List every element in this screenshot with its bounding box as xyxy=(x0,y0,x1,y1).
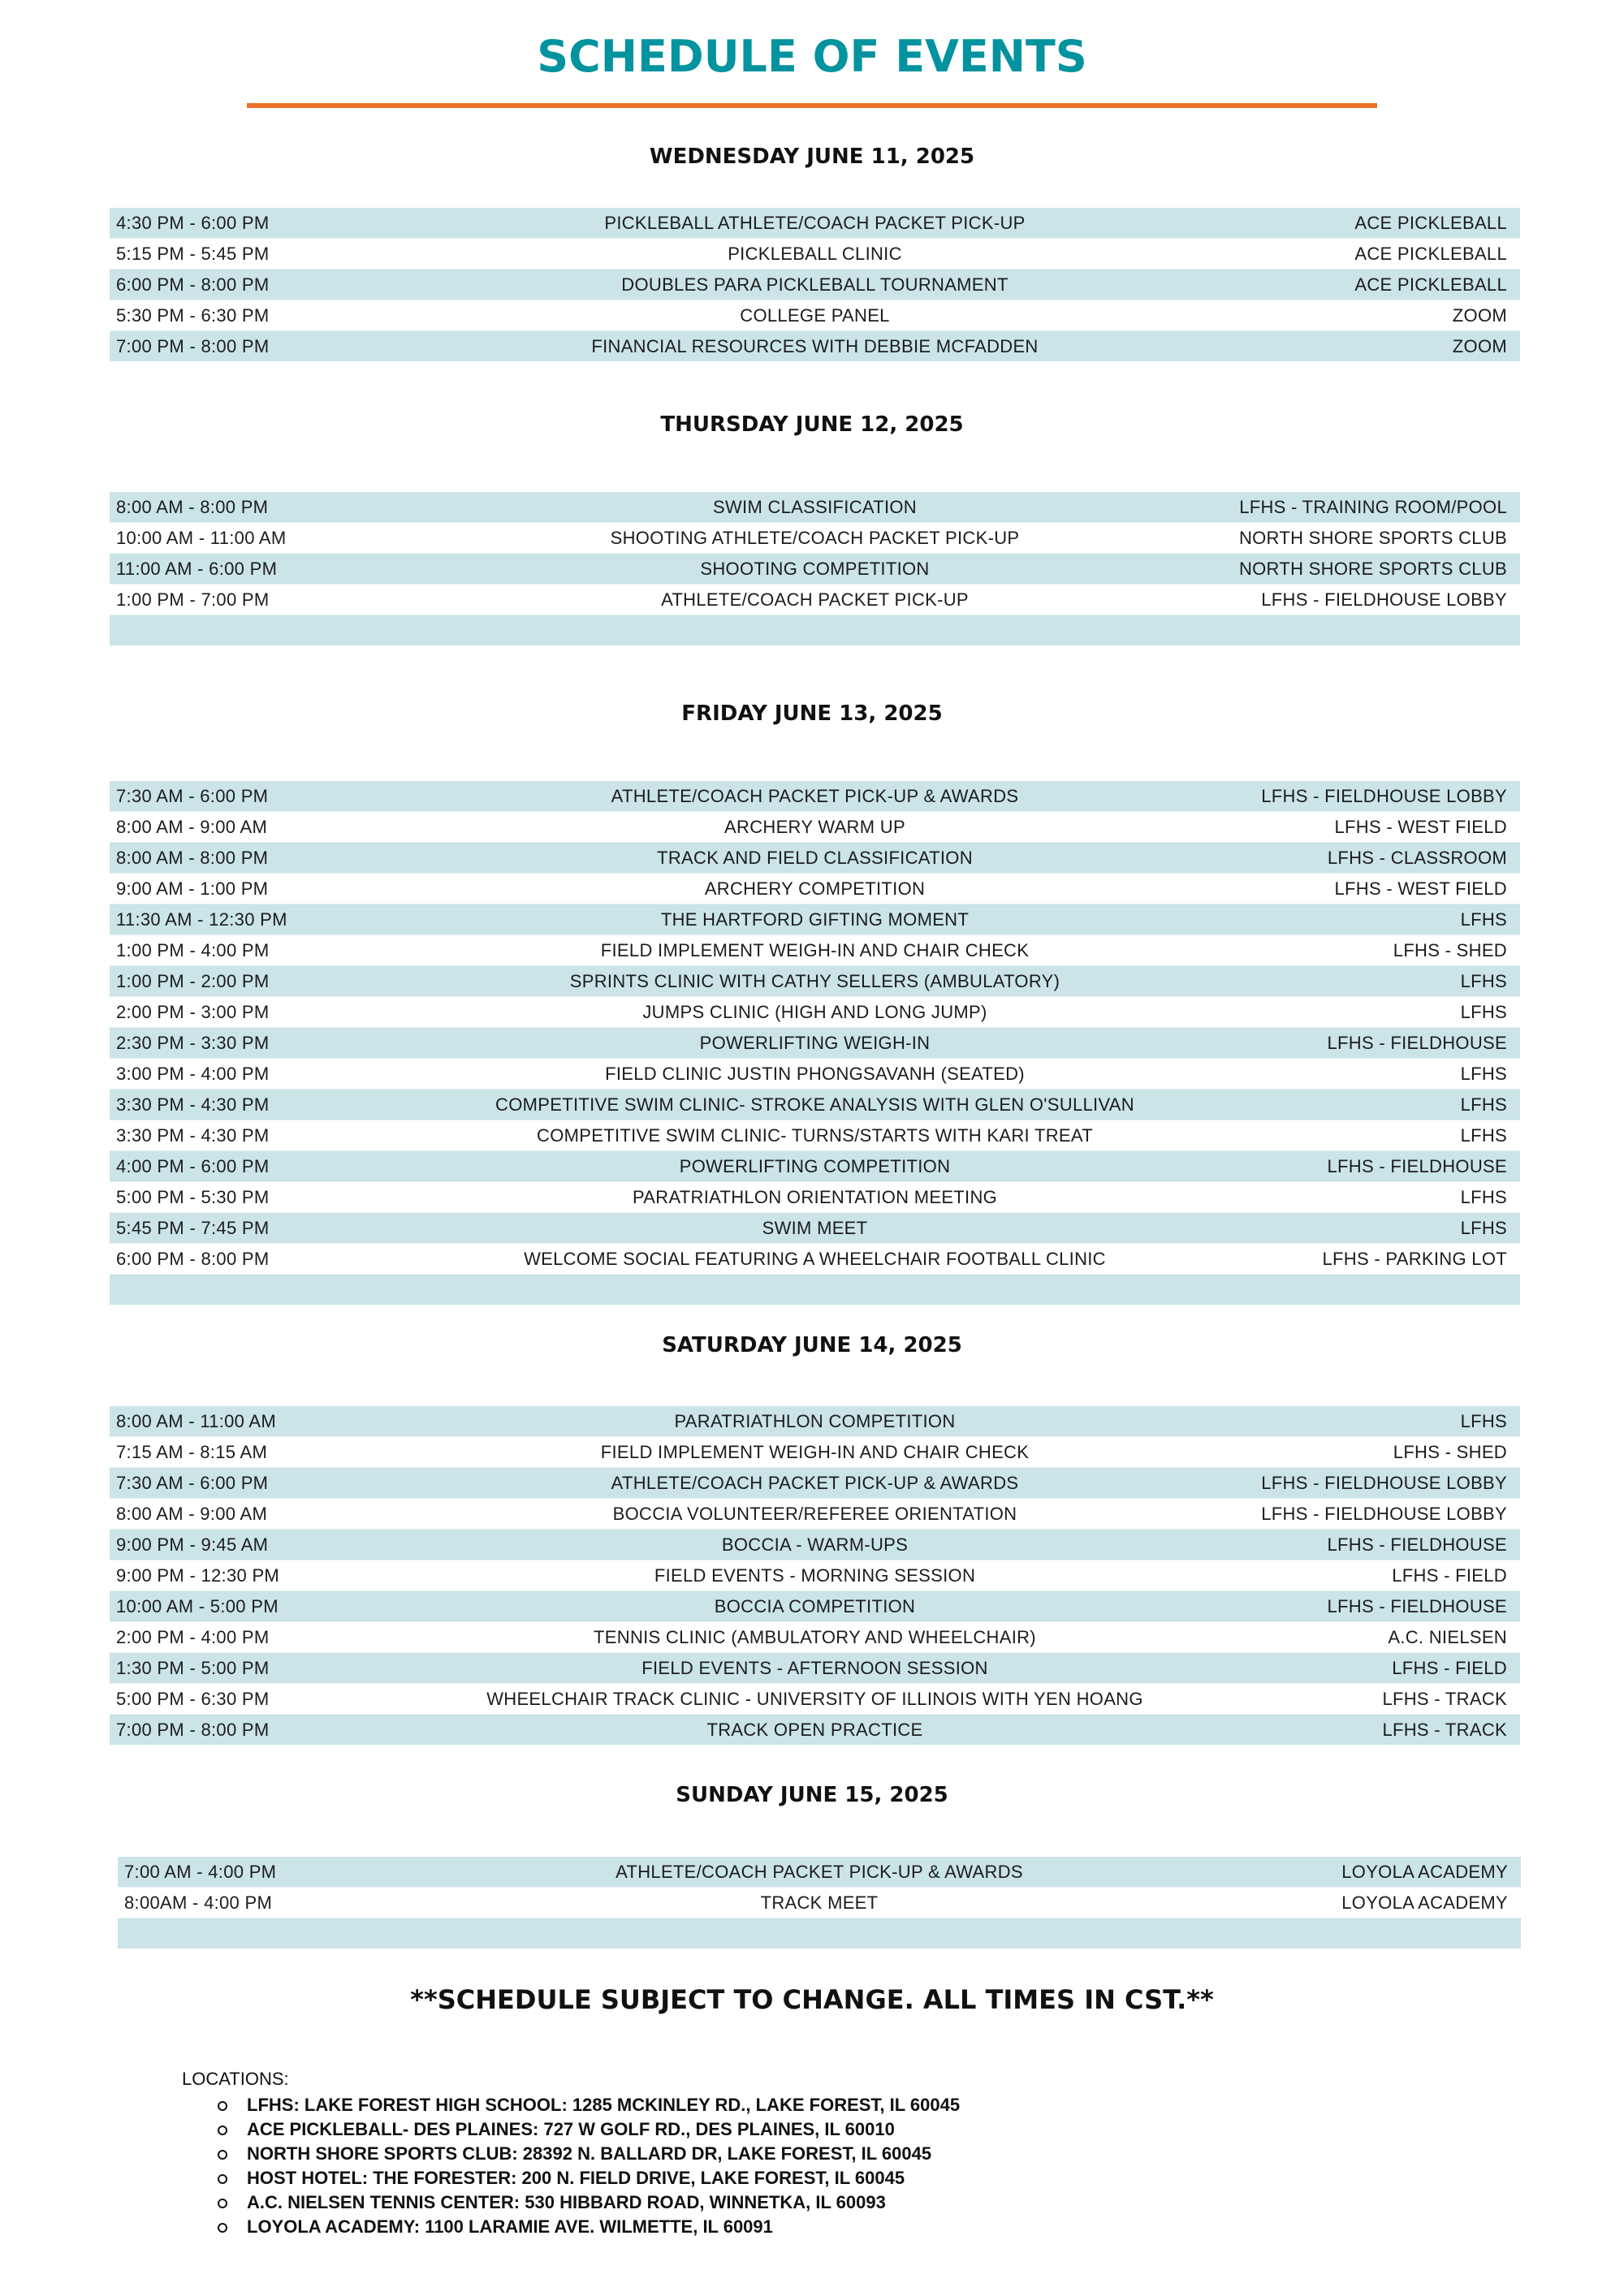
schedule-row xyxy=(110,1652,1520,1683)
event-name: WELCOME SOCIAL FEATURING A WHEELCHAIR FOOTBALL CLINIC xyxy=(524,1249,1106,1269)
schedule-row xyxy=(110,904,1520,934)
event-location: LFHS - CLASSROOM xyxy=(1327,848,1507,868)
event-name: FIELD IMPLEMENT WEIGH-IN AND CHAIR CHECK xyxy=(600,940,1030,960)
event-time: 4:30 PM - 6:00 PM xyxy=(116,213,270,233)
event-location: LFHS - PARKING LOT xyxy=(1322,1249,1507,1269)
locations-heading: LOCATIONS: xyxy=(182,2069,289,2089)
schedule-row xyxy=(110,1181,1520,1212)
schedule-row xyxy=(110,1120,1520,1150)
schedule-row xyxy=(110,842,1520,873)
schedule-row xyxy=(110,1529,1520,1560)
event-location: LFHS - FIELDHOUSE LOBBY xyxy=(1261,786,1507,806)
schedule-row xyxy=(110,1436,1520,1467)
event-time: 8:00 AM - 8:00 PM xyxy=(116,497,269,517)
event-time: 3:30 PM - 4:30 PM xyxy=(116,1125,270,1146)
schedule-row xyxy=(110,811,1520,842)
schedule-row xyxy=(110,996,1520,1027)
schedule-row xyxy=(110,1683,1520,1714)
schedule-row xyxy=(110,1467,1520,1498)
location-item xyxy=(182,2142,960,2166)
day-heading-friday: FRIDAY JUNE 13, 2025 xyxy=(681,701,943,726)
event-location: ZOOM xyxy=(1452,336,1507,356)
event-location: LFHS - FIELDHOUSE xyxy=(1327,1596,1507,1616)
event-time: 6:00 PM - 8:00 PM xyxy=(116,274,270,295)
schedule-row xyxy=(110,492,1520,522)
event-location: LFHS - TRACK xyxy=(1382,1689,1507,1709)
schedule-row xyxy=(110,1590,1520,1621)
event-time: 7:15 AM - 8:15 AM xyxy=(116,1442,268,1462)
event-time: 11:30 AM - 12:30 PM xyxy=(116,909,287,930)
event-name: COMPETITIVE SWIM CLINIC- TURNS/STARTS WITH KARI TREAT xyxy=(537,1125,1093,1146)
event-location: LOYOLA ACADEMY xyxy=(1341,1862,1508,1882)
schedule-row-empty xyxy=(110,1274,1520,1305)
event-time: 8:00 AM - 11:00 AM xyxy=(116,1411,276,1431)
event-time: 7:00 PM - 8:00 PM xyxy=(116,1720,270,1740)
schedule-row xyxy=(110,873,1520,904)
schedule-row xyxy=(110,1243,1520,1274)
circle-bullet-icon xyxy=(218,2101,227,2111)
event-location: ACE PICKLEBALL xyxy=(1354,244,1507,264)
event-name: THE HARTFORD GIFTING MOMENT xyxy=(660,909,970,930)
schedule-row xyxy=(110,1212,1520,1243)
event-time: 9:00 PM - 12:30 PM xyxy=(116,1565,280,1586)
event-location: LFHS - SHED xyxy=(1393,1442,1507,1462)
event-name: TRACK MEET xyxy=(760,1892,879,1913)
event-location: LFHS - FIELDHOUSE xyxy=(1327,1033,1507,1053)
day-heading-saturday: SATURDAY JUNE 14, 2025 xyxy=(662,1333,962,1357)
event-time: 5:15 PM - 5:45 PM xyxy=(116,244,270,264)
schedule-row xyxy=(118,1857,1521,1887)
event-location: LFHS xyxy=(1460,1125,1507,1146)
event-time: 1:00 PM - 2:00 PM xyxy=(116,971,270,991)
schedule-row xyxy=(110,1027,1520,1058)
locations-list xyxy=(182,2093,960,2239)
event-time: 5:00 PM - 6:30 PM xyxy=(116,1689,270,1709)
event-name: PICKLEBALL ATHLETE/COACH PACKET PICK-UP xyxy=(604,213,1026,233)
event-location: LFHS - FIELD xyxy=(1392,1565,1507,1586)
event-time: 1:30 PM - 5:00 PM xyxy=(116,1658,270,1678)
event-location: LFHS - FIELDHOUSE xyxy=(1327,1534,1507,1555)
schedule-row xyxy=(110,269,1520,300)
event-name: PARATRIATHLON COMPETITION xyxy=(674,1411,956,1431)
circle-bullet-icon xyxy=(218,2199,227,2208)
event-time: 8:00 AM - 9:00 AM xyxy=(116,1504,268,1524)
schedule-table-friday xyxy=(110,781,1520,1305)
location-text: A.C. NIELSEN TENNIS CENTER: 530 HIBBARD ROAD, WINNETKA, IL 60093 xyxy=(247,2192,886,2212)
location-text: ACE PICKLEBALL- DES PLAINES: 727 W GOLF RD., DES PLAINES, IL 60010 xyxy=(247,2119,895,2139)
event-time: 11:00 AM - 6:00 PM xyxy=(116,559,278,579)
event-time: 1:00 PM - 4:00 PM xyxy=(116,940,270,960)
event-name: TENNIS CLINIC (AMBULATORY AND WHEELCHAIR) xyxy=(594,1627,1036,1647)
schedule-row xyxy=(110,522,1520,553)
event-name: FINANCIAL RESOURCES WITH DEBBIE MCFADDEN xyxy=(591,336,1039,356)
location-item xyxy=(182,2093,960,2117)
location-item xyxy=(182,2117,960,2142)
event-location: LFHS xyxy=(1460,971,1507,991)
schedule-row xyxy=(110,330,1520,361)
schedule-row-empty xyxy=(118,1918,1521,1949)
event-name: SHOOTING ATHLETE/COACH PACKET PICK-UP xyxy=(610,528,1020,548)
event-name: COMPETITIVE SWIM CLINIC- STROKE ANALYSIS WITH GLEN O'SULLIVAN xyxy=(495,1094,1134,1115)
event-location: LFHS - FIELDHOUSE xyxy=(1327,1156,1507,1176)
schedule-table-wednesday xyxy=(110,208,1520,361)
event-location: A.C. NIELSEN xyxy=(1388,1627,1507,1647)
event-name xyxy=(110,615,1520,645)
event-time: 10:00 AM - 5:00 PM xyxy=(116,1596,279,1616)
schedule-disclaimer: **SCHEDULE SUBJECT TO CHANGE. ALL TIMES IN CST.** xyxy=(410,1984,1214,2015)
schedule-table-saturday xyxy=(110,1406,1520,1745)
event-name xyxy=(110,1275,1520,1305)
event-name: BOCCIA - WARM-UPS xyxy=(721,1534,909,1555)
event-time: 1:00 PM - 7:00 PM xyxy=(116,589,270,610)
event-time: 8:00 AM - 9:00 AM xyxy=(116,817,268,837)
event-name: POWERLIFTING WEIGH-IN xyxy=(699,1033,931,1053)
event-name: ATHLETE/COACH PACKET PICK-UP & AWARDS xyxy=(611,1473,1019,1493)
event-name: JUMPS CLINIC (HIGH AND LONG JUMP) xyxy=(642,1002,987,1022)
event-time: 6:00 PM - 8:00 PM xyxy=(116,1249,270,1269)
event-name: PARATRIATHLON ORIENTATION MEETING xyxy=(632,1187,998,1207)
event-name: DOUBLES PARA PICKLEBALL TOURNAMENT xyxy=(621,274,1009,295)
event-name: COLLEGE PANEL xyxy=(740,305,890,326)
event-time: 8:00AM - 4:00 PM xyxy=(124,1892,273,1913)
event-location: LFHS xyxy=(1460,1094,1507,1115)
schedule-row xyxy=(110,208,1520,238)
location-text: LOYOLA ACADEMY: 1100 LARAMIE AVE. WILMETTE, IL 60091 xyxy=(247,2216,773,2237)
event-time: 9:00 PM - 9:45 AM xyxy=(116,1534,269,1555)
schedule-row-empty xyxy=(110,615,1520,645)
location-text: LFHS: LAKE FOREST HIGH SCHOOL: 1285 MCKINLEY RD., LAKE FOREST, IL 60045 xyxy=(247,2095,961,2115)
schedule-row xyxy=(110,584,1520,615)
event-time: 2:00 PM - 3:00 PM xyxy=(116,1002,270,1022)
event-time: 5:00 PM - 5:30 PM xyxy=(116,1187,270,1207)
event-location: LFHS xyxy=(1460,909,1507,930)
event-name: SHOOTING COMPETITION xyxy=(700,559,930,579)
event-location: LFHS xyxy=(1460,1187,1507,1207)
schedule-row xyxy=(110,934,1520,965)
event-time: 7:30 AM - 6:00 PM xyxy=(116,1473,269,1493)
event-location: NORTH SHORE SPORTS CLUB xyxy=(1238,559,1507,579)
event-location: LFHS xyxy=(1460,1064,1507,1084)
schedule-row xyxy=(110,1714,1520,1745)
event-time: 5:45 PM - 7:45 PM xyxy=(116,1218,270,1238)
event-time: 7:30 AM - 6:00 PM xyxy=(116,786,269,806)
event-name: BOCCIA COMPETITION xyxy=(714,1596,916,1616)
schedule-row xyxy=(110,553,1520,584)
event-name: TRACK AND FIELD CLASSIFICATION xyxy=(657,848,973,868)
event-name: ARCHERY WARM UP xyxy=(724,817,905,837)
event-name: TRACK OPEN PRACTICE xyxy=(706,1720,923,1740)
schedule-table-sunday xyxy=(118,1857,1521,1949)
location-text: NORTH SHORE SPORTS CLUB: 28392 N. BALLARD DR, LAKE FOREST, IL 60045 xyxy=(247,2143,932,2164)
event-time: 7:00 AM - 4:00 PM xyxy=(124,1862,277,1882)
schedule-row xyxy=(110,238,1520,269)
event-location: LFHS - WEST FIELD xyxy=(1334,878,1507,899)
circle-bullet-icon xyxy=(218,2126,227,2135)
schedule-row xyxy=(110,1089,1520,1120)
location-item xyxy=(182,2215,960,2239)
location-item xyxy=(182,2190,960,2215)
event-location: LFHS - TRAINING ROOM/POOL xyxy=(1239,497,1507,517)
event-time: 4:00 PM - 6:00 PM xyxy=(116,1156,270,1176)
event-name: PICKLEBALL CLINIC xyxy=(728,244,902,264)
event-location: LFHS - TRACK xyxy=(1382,1720,1507,1740)
event-name: SWIM CLASSIFICATION xyxy=(713,497,917,517)
page-title: SCHEDULE OF EVENTS xyxy=(537,31,1087,82)
event-time: 10:00 AM - 11:00 AM xyxy=(116,528,287,548)
event-time: 2:30 PM - 3:30 PM xyxy=(116,1033,270,1053)
schedule-row xyxy=(110,1498,1520,1529)
schedule-table-thursday xyxy=(110,492,1520,645)
day-heading-wednesday: WEDNESDAY JUNE 11, 2025 xyxy=(649,145,975,169)
event-name xyxy=(118,1918,1521,1949)
event-name: BOCCIA VOLUNTEER/REFEREE ORIENTATION xyxy=(612,1504,1017,1524)
event-name: WHEELCHAIR TRACK CLINIC - UNIVERSITY OF ILLINOIS WITH YEN HOANG xyxy=(486,1689,1143,1709)
circle-bullet-icon xyxy=(218,2150,227,2160)
event-location: LFHS - FIELDHOUSE LOBBY xyxy=(1261,589,1507,610)
event-time: 5:30 PM - 6:30 PM xyxy=(116,305,270,326)
title-divider xyxy=(247,103,1377,108)
event-name: FIELD IMPLEMENT WEIGH-IN AND CHAIR CHECK xyxy=(600,1442,1030,1462)
event-location: ZOOM xyxy=(1452,305,1507,326)
schedule-row xyxy=(110,1058,1520,1089)
event-time: 2:00 PM - 4:00 PM xyxy=(116,1627,270,1647)
event-time: 3:30 PM - 4:30 PM xyxy=(116,1094,270,1115)
schedule-row xyxy=(110,1406,1520,1436)
event-name: POWERLIFTING COMPETITION xyxy=(679,1156,951,1176)
event-location: LFHS - SHED xyxy=(1393,940,1507,960)
event-time: 9:00 AM - 1:00 PM xyxy=(116,878,269,899)
event-name: FIELD EVENTS - MORNING SESSION xyxy=(654,1565,976,1586)
event-location: LFHS - FIELDHOUSE LOBBY xyxy=(1261,1504,1507,1524)
event-location: LFHS xyxy=(1460,1002,1507,1022)
location-text: HOST HOTEL: THE FORESTER: 200 N. FIELD DRIVE, LAKE FOREST, IL 60045 xyxy=(247,2168,905,2188)
event-name: ATHLETE/COACH PACKET PICK-UP xyxy=(661,589,969,610)
event-location: LFHS xyxy=(1460,1411,1507,1431)
event-name: SWIM MEET xyxy=(762,1218,868,1238)
schedule-row xyxy=(110,1621,1520,1652)
schedule-row xyxy=(118,1887,1521,1918)
event-location: NORTH SHORE SPORTS CLUB xyxy=(1238,528,1507,548)
schedule-row xyxy=(110,781,1520,811)
event-time: 7:00 PM - 8:00 PM xyxy=(116,336,270,356)
day-heading-sunday: SUNDAY JUNE 15, 2025 xyxy=(676,1783,948,1807)
event-location: LFHS - FIELDHOUSE LOBBY xyxy=(1261,1473,1507,1493)
event-name: SPRINTS CLINIC WITH CATHY SELLERS (AMBULATORY) xyxy=(569,971,1060,991)
schedule-row xyxy=(110,965,1520,996)
circle-bullet-icon xyxy=(218,2174,227,2184)
event-name: ATHLETE/COACH PACKET PICK-UP & AWARDS xyxy=(615,1862,1023,1882)
schedule-row xyxy=(110,1150,1520,1181)
schedule-row xyxy=(110,1560,1520,1590)
event-time: 8:00 AM - 8:00 PM xyxy=(116,848,269,868)
event-location: LFHS - FIELD xyxy=(1392,1658,1507,1678)
event-location: ACE PICKLEBALL xyxy=(1354,213,1507,233)
event-name: FIELD EVENTS - AFTERNOON SESSION xyxy=(641,1658,988,1678)
event-name: FIELD CLINIC JUSTIN PHONGSAVANH (SEATED) xyxy=(605,1064,1025,1084)
event-time: 3:00 PM - 4:00 PM xyxy=(116,1064,270,1084)
event-location: LFHS - WEST FIELD xyxy=(1334,817,1507,837)
event-location: ACE PICKLEBALL xyxy=(1354,274,1507,295)
schedule-row xyxy=(110,300,1520,330)
event-location: LOYOLA ACADEMY xyxy=(1341,1892,1508,1913)
location-item xyxy=(182,2166,960,2190)
day-heading-thursday: THURSDAY JUNE 12, 2025 xyxy=(660,412,964,437)
event-name: ARCHERY COMPETITION xyxy=(704,878,926,899)
event-location: LFHS xyxy=(1460,1218,1507,1238)
circle-bullet-icon xyxy=(218,2223,227,2233)
event-name: ATHLETE/COACH PACKET PICK-UP & AWARDS xyxy=(611,786,1019,806)
